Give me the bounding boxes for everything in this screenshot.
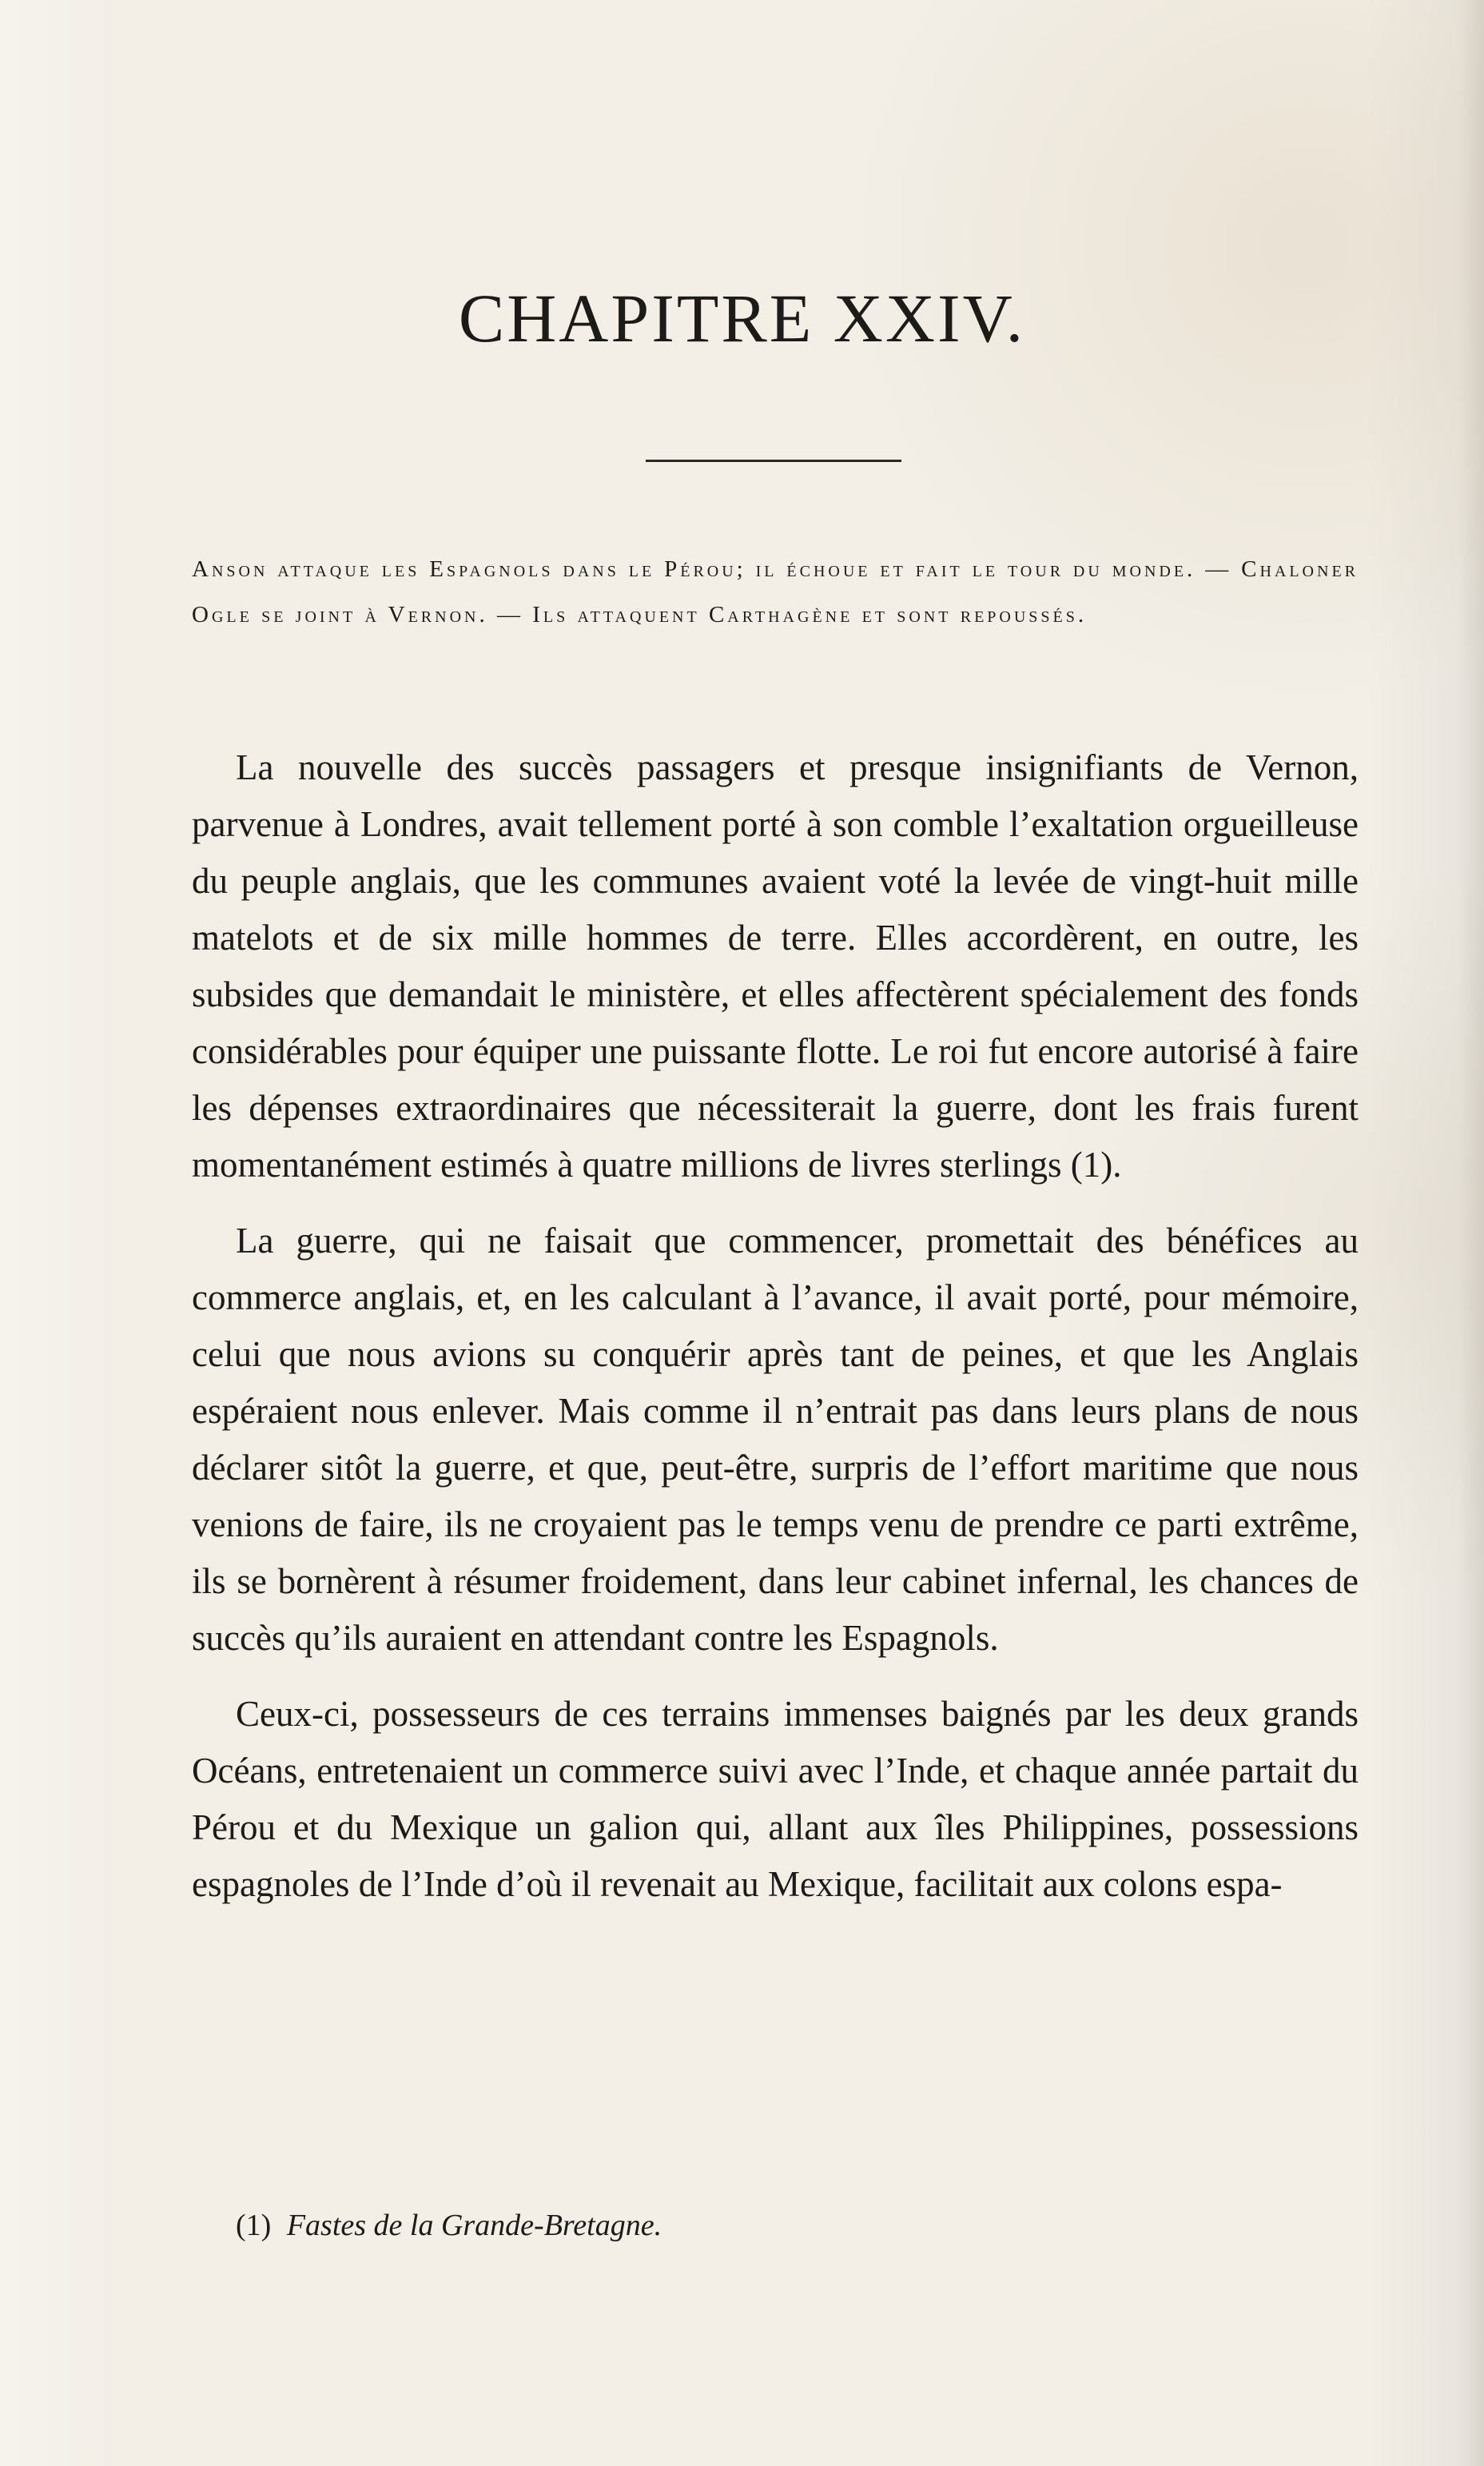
body-paragraph-1: La nouvelle des succès passagers et presque insignifiants de Vernon, parvenue à Londres, avait tellement porté à son comble l’exaltation orgueilleuse du peuple anglais, que les communes avaient voté la levée de vingt-huit mille matelots et de six mille hommes de terre. Elles accordèrent, en outre, les subsides que demandait le ministère, et elles affectèrent spécialement des fonds considérables pour équiper une puissante flotte. Le roi fut encore autorisé à faire les dépenses extraordinaires que nécessiterait la guerre, dont les frais furent momentanément estimés à quatre millions de livres sterlings (1). — [192, 747, 1359, 1185]
chapter-title: CHAPITRE XXIV. — [458, 280, 1026, 357]
footnote-mark: (1) — [236, 2209, 272, 2242]
title-rule — [646, 460, 901, 462]
footnote — [236, 2210, 662, 2241]
body-text — [192, 739, 1359, 1932]
body-paragraph-2: La guerre, qui ne faisait que commencer, promettait des bénéfices au commerce anglais, et, en les calculant à l’avance, il avait porté, pour mémoire, celui que nous avions su conquérir après tant de peines, et que les Anglais espéraient nous enlever. Mais comme il n’entrait pas dans leurs plans de nous déclarer sitôt la guerre, et que, peut-être, surpris de l’effort maritime que nous venions de faire, ils ne croyaient pas le temps venu de prendre ce parti extrême, ils se bornèrent à résumer froidement, dans leur cabinet infernal, les chances de succès qu’ils auraient en attendant contre les Espagnols. — [192, 1221, 1359, 1658]
footnote-text: Fastes de la Grande-Bretagne. — [286, 2209, 662, 2242]
chapter-summary: Anson attaque les Espagnols dans le Pérou; il échoue et fait le tour du monde. — Chaloner Ogle se joint à Vernon. — Ils attaquent Carthagène et sont repoussés. — [192, 556, 1359, 627]
body-paragraph-3: Ceux-ci, possesseurs de ces terrains immenses baignés par les deux grands Océans, entretenaient un commerce suivi avec l’Inde, et chaque année partait du Pérou et du Mexique un galion qui, allant aux îles Philippines, possessions espagnoles de l’Inde d’où il revenait au Mexique, facilitait aux colons espa- — [192, 1694, 1359, 1904]
page-edge-shadow — [1458, 0, 1484, 2466]
